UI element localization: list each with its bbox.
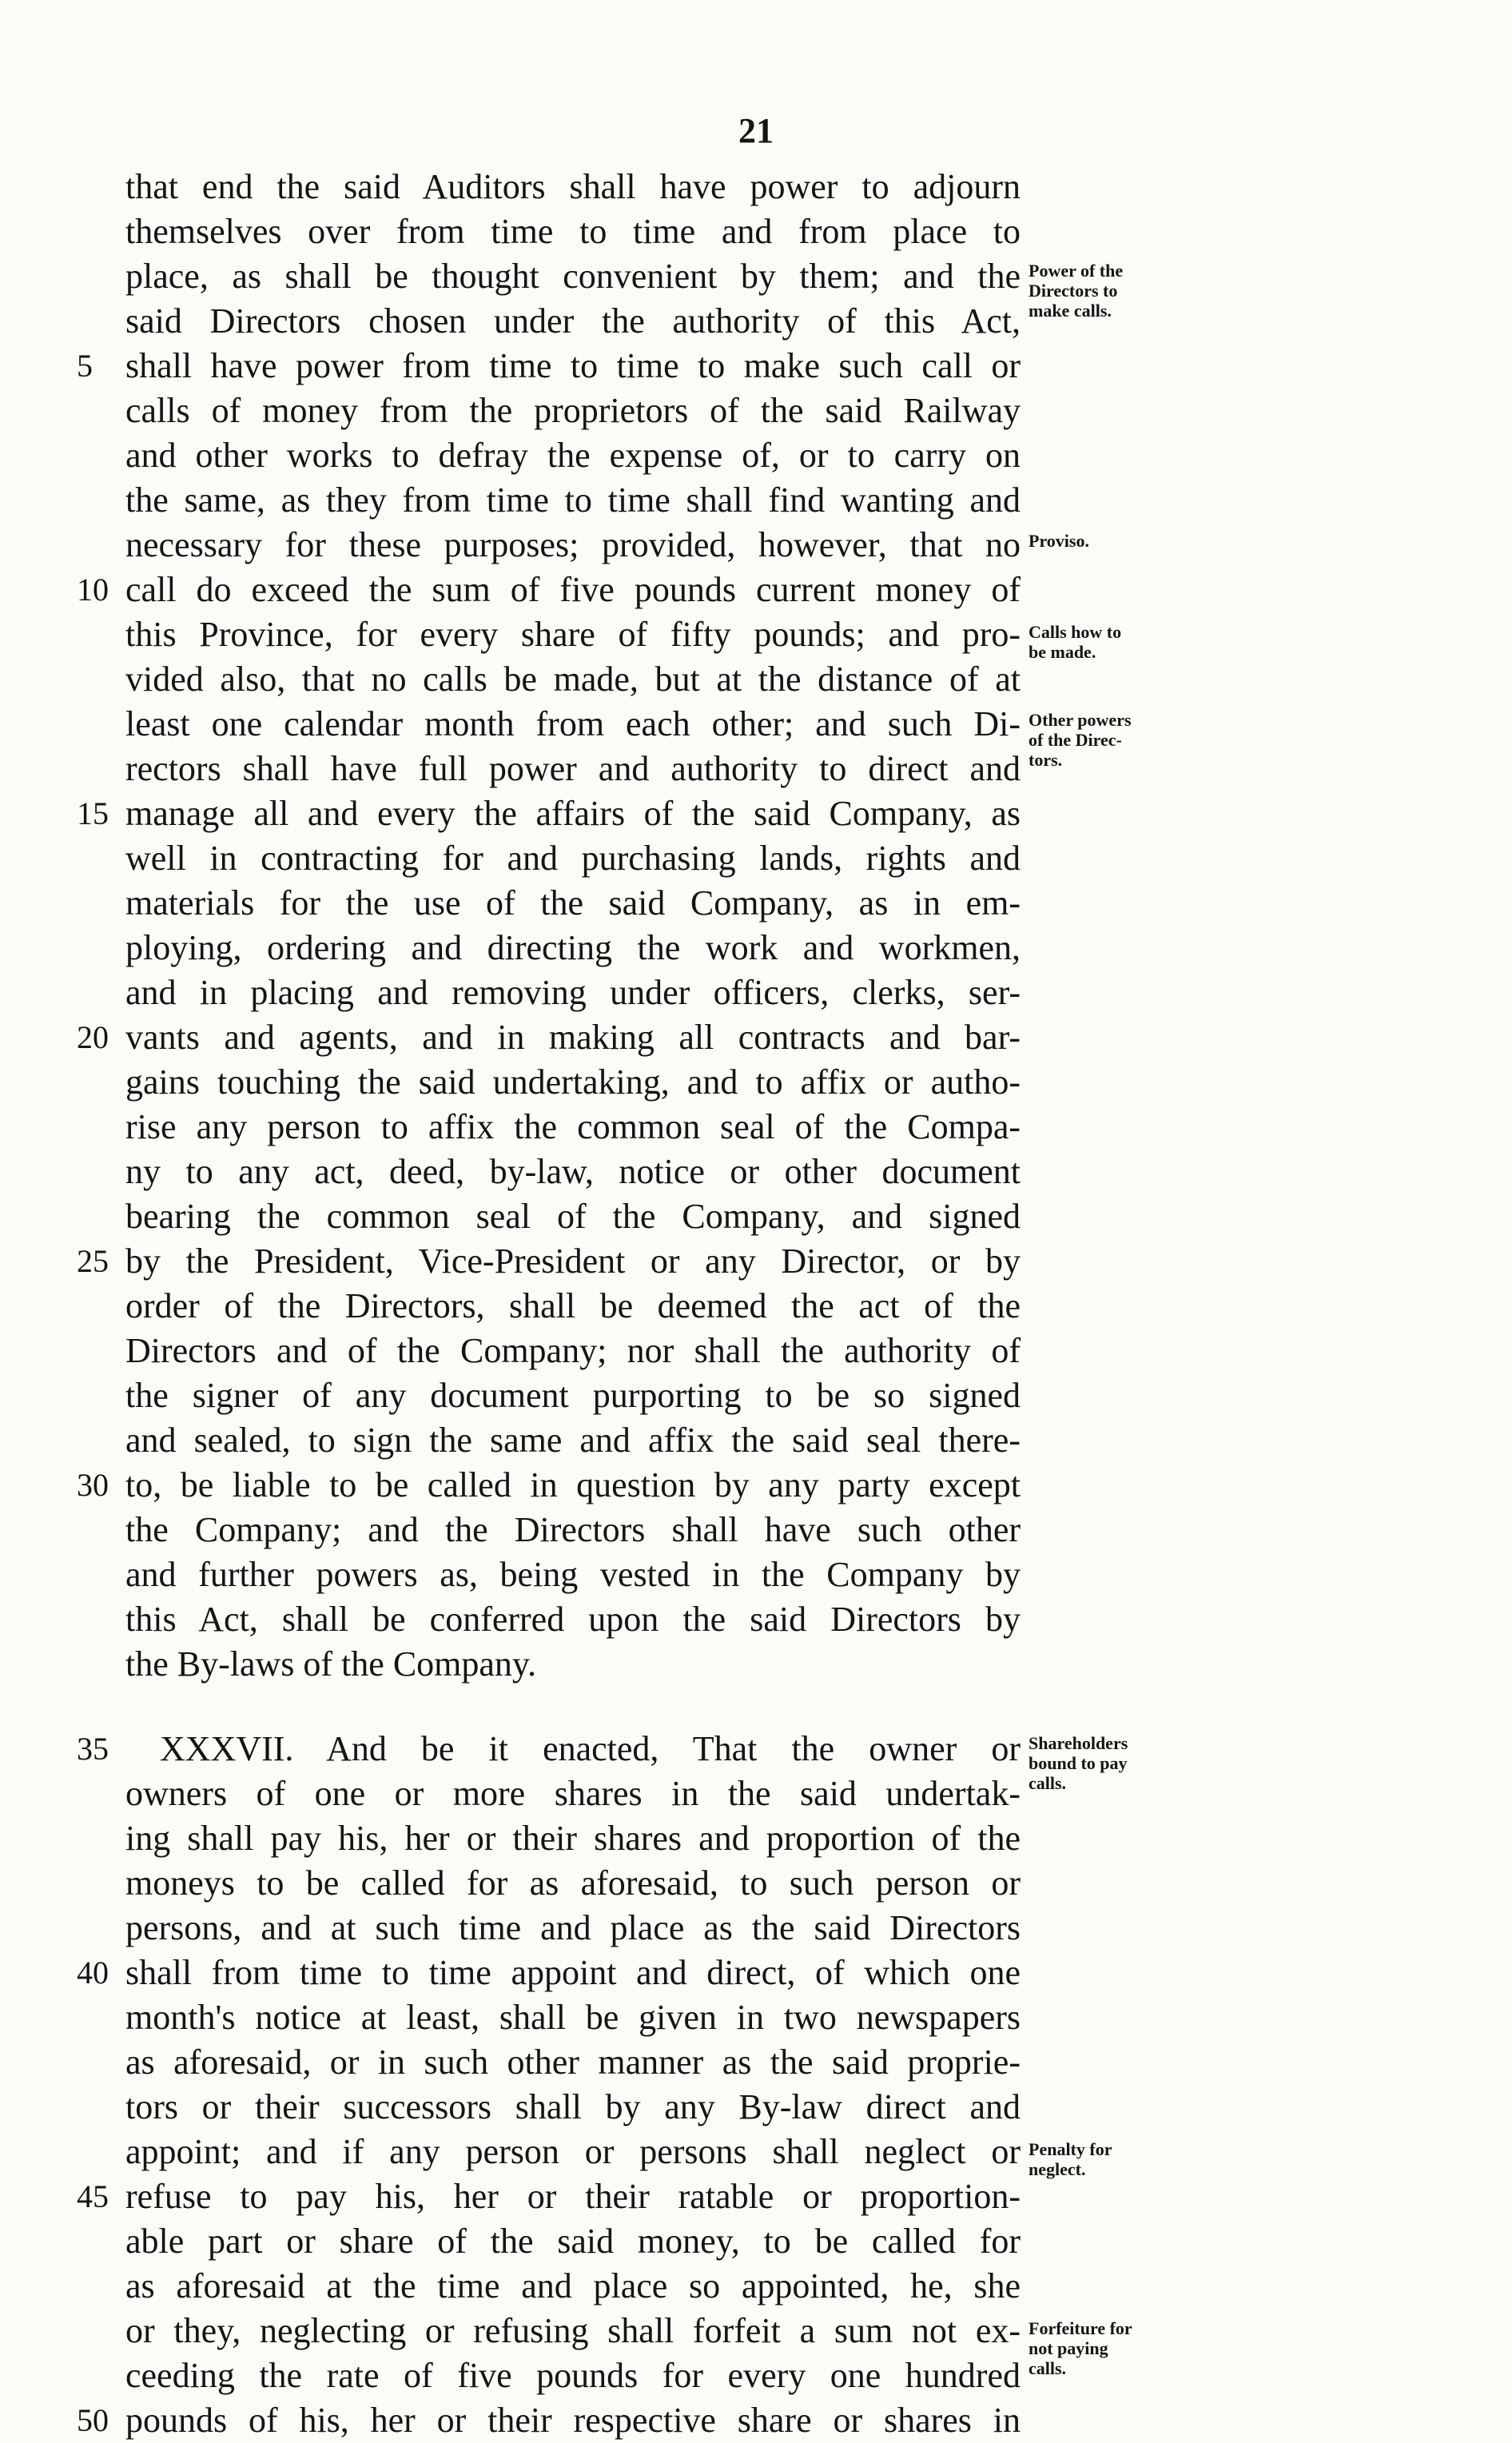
line-number: 5	[77, 348, 93, 384]
text-line: refuse to pay his, her or their ratable or proportion-	[125, 2177, 1021, 2216]
text-line: month's notice at least, shall be given in two newspapers	[125, 1998, 1021, 2037]
margin-note: bound to pay	[1029, 1753, 1128, 1773]
text-line: tors or their successors shall by any By-law direct and	[125, 2087, 1021, 2126]
text-line: owners of one or more shares in the said undertak-	[125, 1774, 1021, 1813]
text-line: or they, neglecting or refusing shall forfeit a sum not ex-	[125, 2311, 1021, 2350]
line-number: 35	[77, 1731, 109, 1767]
text-line: the same, as they from time to time shall find wanting and	[125, 480, 1021, 520]
text-line: the Company; and the Directors shall have such other	[125, 1510, 1021, 1549]
text-line: least one calendar month from each other; and such Di-	[125, 704, 1021, 743]
text-line: ploying, ordering and directing the work and workmen,	[125, 928, 1021, 967]
margin-note: neglect.	[1029, 2159, 1086, 2179]
text-line: and further powers as, being vested in the Company by	[125, 1555, 1021, 1594]
text-line: order of the Directors, shall be deemed the act of the	[125, 1286, 1021, 1325]
line-number: 20	[77, 1019, 109, 1055]
text-line: moneys to be called for as aforesaid, to such person or	[125, 1863, 1021, 1903]
margin-note: not paying	[1029, 2338, 1108, 2358]
text-line: Directors and of the Company; nor shall the authority of	[125, 1331, 1021, 1370]
text-line: ing shall pay his, her or their shares and proportion of the	[125, 1819, 1021, 1858]
line-number: 15	[77, 795, 109, 831]
margin-note: Shareholders	[1029, 1733, 1128, 1753]
line-number: 25	[77, 1243, 109, 1279]
text-line: this Act, shall be conferred upon the said Directors by	[125, 1600, 1021, 1639]
line-number: 50	[77, 2402, 109, 2438]
text-line: this Province, for every share of fifty pounds; and pro-	[125, 615, 1021, 654]
text-line: manage all and every the affairs of the said Company, as	[125, 794, 1021, 833]
text-line: rectors shall have full power and authority to direct and	[125, 749, 1021, 788]
margin-note: Other powers	[1029, 710, 1132, 730]
text-line: appoint; and if any person or persons shall neglect or	[125, 2132, 1021, 2171]
margin-note: calls.	[1029, 1773, 1067, 1793]
line-number: 30	[77, 1467, 109, 1503]
section-heading-line: XXXVII. And be it enacted, That the owner or	[160, 1729, 1021, 1768]
text-line: and other works to defray the expense of, or to carry on	[125, 436, 1021, 475]
text-line: bearing the common seal of the Company, and signed	[125, 1197, 1021, 1236]
text-line: by the President, Vice-President or any Director, or by	[125, 1241, 1021, 1281]
text-line: necessary for these purposes; provided, however, that no	[125, 525, 1021, 564]
text-line: as aforesaid at the time and place so appointed, he, she	[125, 2266, 1021, 2306]
text-line: and sealed, to sign the same and affix the said seal there-	[125, 1421, 1021, 1460]
text-line: materials for the use of the said Company, as in em-	[125, 883, 1021, 923]
text-line: ceeding the rate of five pounds for every one hundred	[125, 2356, 1021, 2395]
text-line: place, as shall be thought convenient by them; and the	[125, 257, 1021, 296]
text-line: call do exceed the sum of five pounds current money of	[125, 570, 1021, 609]
margin-note: Power of the	[1029, 261, 1124, 281]
text-line: the By-laws of the Company.	[125, 1644, 537, 1684]
margin-note: Directors to	[1029, 281, 1118, 301]
text-line: ny to any act, deed, by-law, notice or other document	[125, 1152, 1021, 1191]
text-line: as aforesaid, or in such other manner as the said proprie-	[125, 2042, 1021, 2082]
margin-note: Penalty for	[1029, 2139, 1112, 2159]
margin-note: Proviso.	[1029, 531, 1089, 551]
text-line: the signer of any document purporting to be so signed	[125, 1376, 1021, 1415]
text-line: vided also, that no calls be made, but at the distance of at	[125, 660, 1021, 699]
text-line: vants and agents, and in making all contracts and bar-	[125, 1018, 1021, 1057]
text-line: calls of money from the proprietors of the said Railway	[125, 391, 1021, 430]
text-line: and in placing and removing under officers, clerks, ser-	[125, 973, 1021, 1012]
margin-note: make calls.	[1029, 301, 1112, 321]
margin-note: Forfeiture for	[1029, 2318, 1132, 2338]
text-line: rise any person to affix the common seal of the Compa-	[125, 1107, 1021, 1146]
line-number: 40	[77, 1955, 109, 1991]
text-line: to, be liable to be called in question by any party except	[125, 1465, 1021, 1504]
margin-note: be made.	[1029, 642, 1096, 662]
margin-note: calls.	[1029, 2358, 1067, 2378]
text-line: pounds of his, her or their respective share or shares in	[125, 2401, 1021, 2440]
text-line: persons, and at such time and place as the said Directors	[125, 1908, 1021, 1947]
text-line: themselves over from time to time and from place to	[125, 212, 1021, 251]
line-number: 45	[77, 2178, 109, 2214]
text-line: that end the said Auditors shall have power to adjourn	[125, 167, 1021, 206]
line-number: 10	[77, 572, 109, 608]
text-line: said Directors chosen under the authority of this Act,	[125, 301, 1021, 341]
text-line: able part or share of the said money, to be called for	[125, 2222, 1021, 2261]
text-line: shall from time to time appoint and direct, of which one	[125, 1953, 1021, 1992]
text-line: gains touching the said undertaking, and to affix or autho-	[125, 1062, 1021, 1102]
text-line: shall have power from time to time to make such call or	[125, 346, 1021, 385]
page-number: 21	[738, 111, 774, 150]
margin-note: tors.	[1029, 750, 1063, 770]
margin-note: of the Direc-	[1029, 730, 1122, 750]
text-line: well in contracting for and purchasing lands, rights and	[125, 839, 1021, 878]
margin-note: Calls how to	[1029, 622, 1122, 642]
